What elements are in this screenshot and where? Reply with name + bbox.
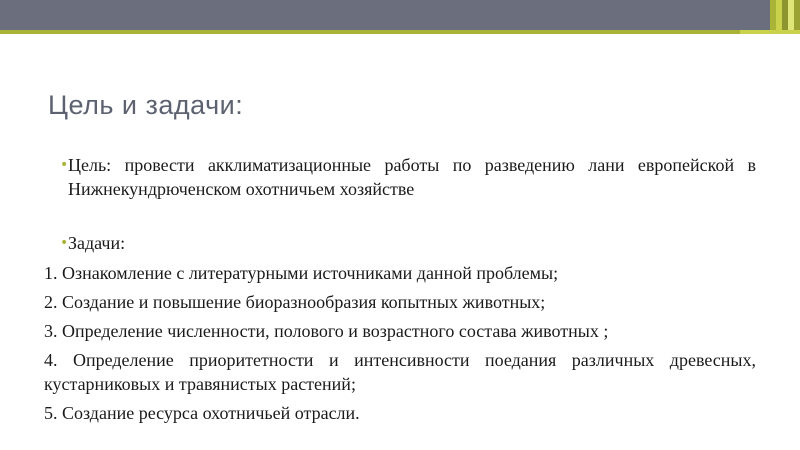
top-banner-stripes	[770, 0, 800, 30]
slide-title: Цель и задачи:	[48, 90, 244, 120]
bullet-icon	[48, 231, 68, 256]
task-item: 4. Определение приоритетности и интенсивности поедания различных древесных, кустарниковых и травянистых растений;	[44, 350, 756, 394]
accent-line-highlight	[740, 30, 800, 34]
task-item: 5. Создание ресурса охотничьей отрасли.	[44, 403, 360, 423]
stripe	[794, 0, 800, 30]
top-banner	[0, 0, 800, 30]
slide-body	[44, 153, 756, 425]
task-item: 2. Создание и повышение биоразнообразия копытных животных;	[44, 292, 546, 312]
top-banner-fill	[0, 0, 770, 30]
task-item: 1. Ознакомление с литературными источниками данной проблемы;	[44, 263, 559, 283]
tasks-bullet	[48, 231, 756, 256]
tasks-heading: Задачи:	[68, 233, 126, 253]
accent-line	[0, 30, 800, 34]
task-item: 3. Определение численности, полового и возрастного состава животных ;	[44, 321, 609, 341]
bullet-icon	[48, 153, 68, 178]
goal-bullet	[48, 153, 756, 201]
goal-text: Цель: провести акклиматизационные работы по разведению лани европейской в Нижнекундрюченском охотничьем хозяйстве	[68, 155, 756, 199]
